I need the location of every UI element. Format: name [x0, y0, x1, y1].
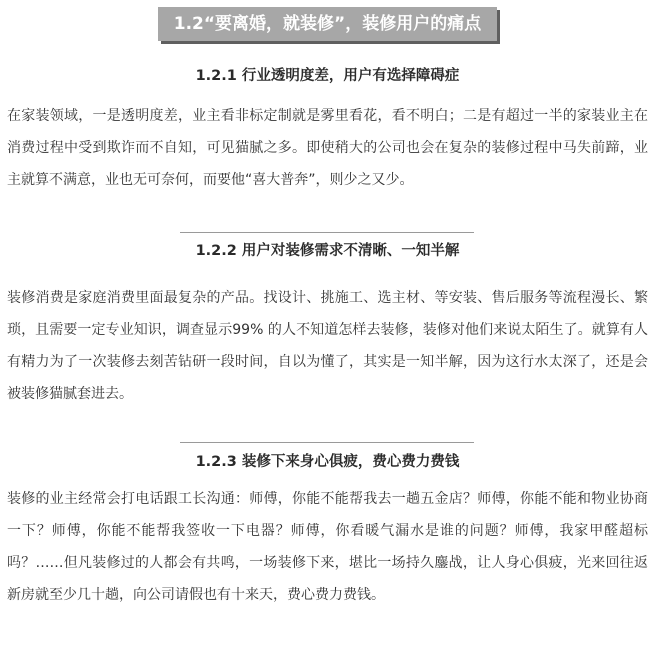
section-heading-1-2-2: 1.2.2 用户对装修需求不清晰、一知半解	[195, 243, 460, 259]
section-body-1-2-2: 装修消费是家庭消费里面最复杂的产品。找设计、挑施工、选主材、等安装、售后服务等流程漫长、繁琐，且需要一定专业知识，调查显示99% 的人不知道怎样去装修，装修对他们来说太陌生了。就算有人有精力为了一次装修去刻苦钻研一段时间，自以为懂了，其实是一知半解，因为这行水太深了，还是会被装修猫腻套进去。	[7, 290, 648, 402]
section-divider	[180, 232, 474, 233]
section-body-1-2-1: 在家装领域，一是透明度差，业主看非标定制就是雾里看花，看不明白；二是有超过一半的家装业主在消费过程中受到欺诈而不自知，可见猫腻之多。即使稍大的公司也会在复杂的装修过程中马失前蹄，业主就算不满意，业也无可奈何，而要他“喜大普奔”，则少之又少。	[7, 108, 648, 188]
chapter-banner	[158, 7, 497, 41]
chapter-title: 1.2“要离婚，就装修”，装修用户的痛点	[173, 14, 482, 34]
section-heading-1-2-1: 1.2.1 行业透明度差，用户有选择障碍症	[195, 68, 460, 84]
section-heading-1-2-3: 1.2.3 装修下来身心俱疲，费心费力费钱	[195, 454, 460, 470]
section-body-1-2-3: 装修的业主经常会打电话跟工长沟通：师傅，你能不能帮我去一趟五金店？师傅，你能不能和物业协商一下？师傅，你能不能帮我签收一下电器？师傅，你看暖气漏水是谁的问题？师傅，我家甲醛超标吗？……但凡装修过的人都会有共鸣，一场装修下来，堪比一场持久鏖战，让人身心俱疲，光来回往返新房就至少几十趟，向公司请假也有十来天，费心费力费钱。	[7, 491, 648, 603]
section-divider	[180, 442, 474, 443]
